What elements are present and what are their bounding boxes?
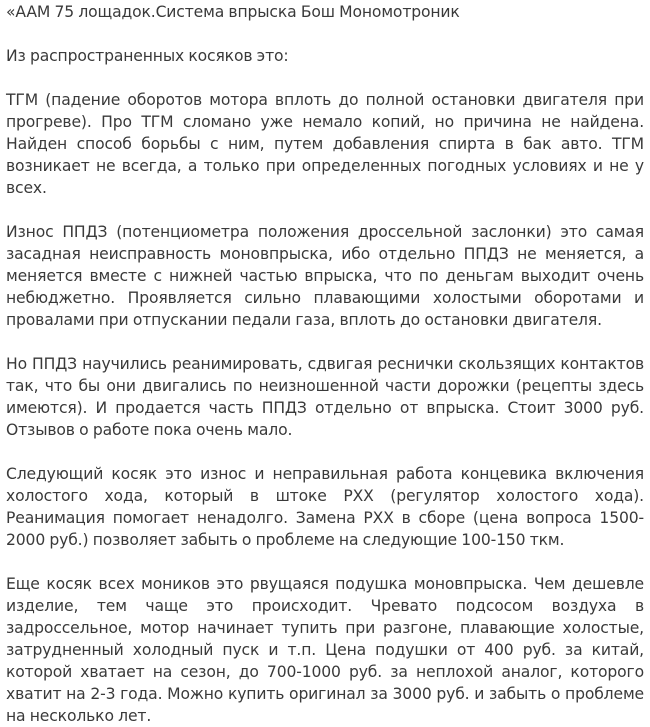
paragraph-idle-switch: Следующий косяк это износ и неправильная работа концевика включения холостого хода, который в штоке РХХ (регулятор холостого хода). Реанимация помогает ненадолго. Замена РХХ в сборе (цена вопроса 1500-2000 руб.) позволяет забыть о проблеме на следующие 100-150 ткм. <box>6 465 644 549</box>
paragraph-tgm: ТГМ (падение оборотов мотора вплоть до полной остановки двигателя при прогреве). Про ТГМ сломано уже немало копий, но причина не найдена. Найден способ борьбы с ним, путем добавления спирта в бак авто. ТГМ возникает не всегда, а только при определенных погодных условиях и не у всех. <box>6 91 644 197</box>
intro-line: Из распространенных косяков это: <box>6 47 289 65</box>
paragraph-ppdz-repair: Но ППДЗ научились реанимировать, сдвигая реснички скользящих контактов так, что бы они двигались по неизношенной части дорожки (рецепты здесь имеются). И продается часть ППДЗ отдельно от впрыска. Стоит 3000 руб. Отзывов о работе пока очень мало. <box>6 355 644 439</box>
paragraph-ppdz-wear: Износ ППДЗ (потенциометра положения дроссельной заслонки) это самая засадная неисправность моновпрыска, ибо отдельно ППДЗ не меняется, а меняется вместе с нижней частью впрыска, что по деньгам выходит очень небюджетно. Проявляется сильно плавающими холостыми оборотами и провалами при отпускании педали газа, вплоть до остановки двигателя. <box>6 223 644 329</box>
article-title: «AAM 75 лощадок.Система впрыска Бош Мономотроник <box>6 3 460 21</box>
paragraph-cushion: Еще косяк всех моников это рвущаяся подушка моновпрыска. Чем дешевле изделие, тем чаще это происходит. Чревато подсосом воздуха в задроссельное, мотор начинает тупить при разгоне, плавающие холостые, затрудненный холодный пуск и т.п. Цена подушки от 400 руб. за китай, которой хватает на сезон, до 700-1000 руб. за неплохой аналог, которого хватит на 2-3 года. Можно купить оригинал за 3000 руб. и забыть о проблеме на несколько лет. <box>6 575 644 725</box>
